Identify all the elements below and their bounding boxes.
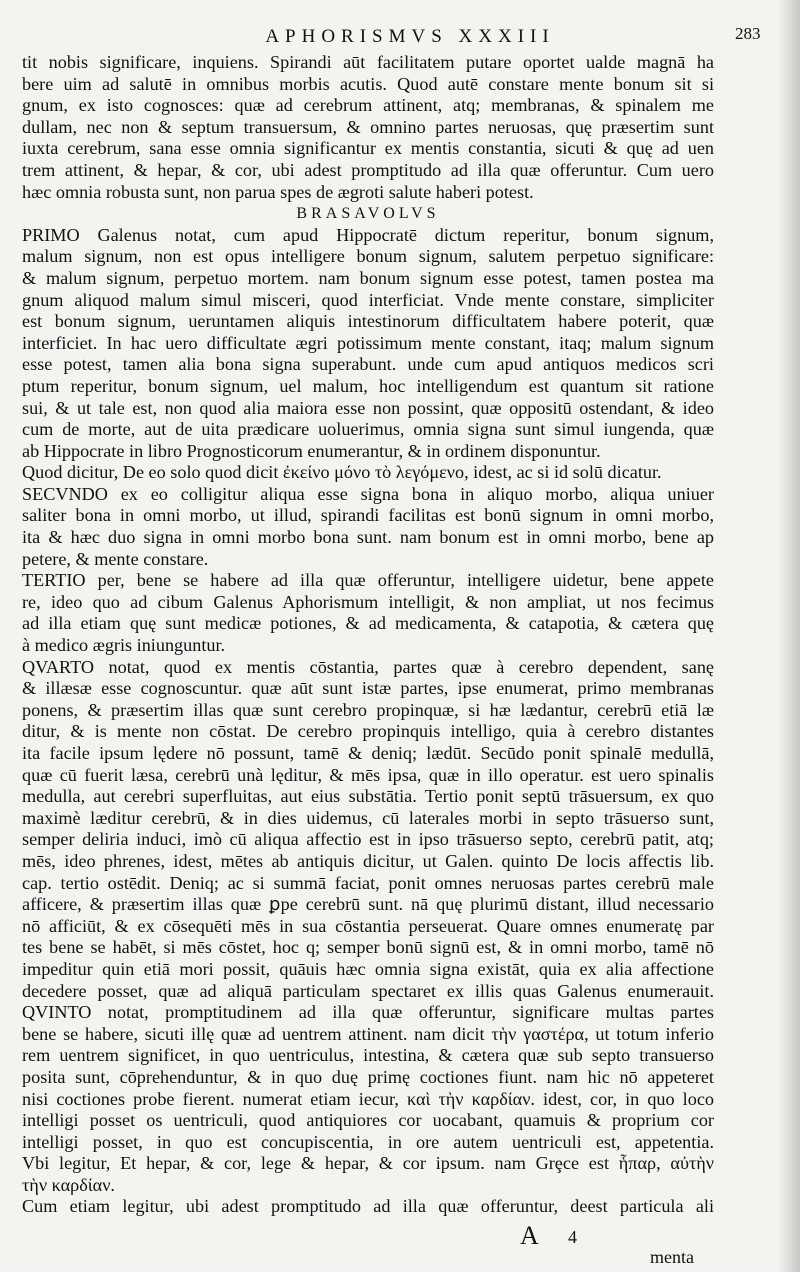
catchword: menta xyxy=(650,1247,694,1267)
text-line: QVARTO notat, quod ex mentis cōstantia, partes quæ à cerebro dependent, sanę xyxy=(22,656,714,677)
section-heading-brasavolus: BRASAVOLVS xyxy=(296,205,440,223)
text-line: malum signum, non est opus intelligere bonum signum, salutem perpetuo significare: xyxy=(22,246,714,267)
text-line: afficere, & præsertim illas quæ ꝑpe cerebrū sunt. nā quę plurimū distant, illud necessario xyxy=(22,894,714,915)
text-line: à medico ægris iniunguntur. xyxy=(22,635,226,656)
text-line: est bonum signum, ueruntamen aliquis intestinorum difficultatem habere poterit, quæ xyxy=(22,311,714,332)
text-line: cap. tertio ostēdit. Deniq; ac si summā faciat, ponit omnes neruosas partes cerebrū male xyxy=(22,872,714,893)
text-line: interficiet. In hac uero difficultate ægri potissimum mente constant, itaq; malum signum xyxy=(22,332,714,353)
text-line: petere, & mente constare. xyxy=(22,548,209,569)
text-line: trem attinent, & hepar, & cor, ubi adest promptitudo ad illa quæ offeruntur. Cum uero xyxy=(22,159,714,180)
text-line: intelligi posset os uentriculi, quod antiquiores cor uocabant, quamuis & proprium cor xyxy=(22,1110,714,1131)
text-line: decedere posset, quæ ad aliquā particulam spectaret ex illis quas Galenus enumerauit. xyxy=(22,980,714,1001)
text-line: PRIMO Galenus notat, cum apud Hippocratē dictum reperitur, bonum signum, xyxy=(22,224,714,245)
text-line: bene se habere, sicuti illę quæ ad uentrem attinent. nam dicit τὴν γαστέρα, ut totum inferio xyxy=(22,1023,714,1044)
text-line: tit nobis significare, inquiens. Spirandi aūt facilitatem putare oportet ualde magnā ha xyxy=(22,52,714,72)
text-line: semper deliria induci, imò cū aliqua affectio est in ipso trāsuerso septo, cerebrū patit, atq; xyxy=(22,829,714,850)
text-line: tes bene se habēt, si mēs cōstet, hoc q; semper bonū signū est, & in omni morbo, tamē nō xyxy=(22,937,714,958)
text-line: ponens, & præsertim illas quæ sunt cerebro propinquæ, si hæ lædantur, cerebrū etiā læ xyxy=(22,699,714,720)
running-head: APHORISMVS XXXIII xyxy=(265,26,555,47)
text-line: ad illa etiam quę sunt medicæ potiones, & ad medicamenta, & catapotia, & cætera quę xyxy=(22,613,714,634)
text-line: τὴν καρδίαν. xyxy=(22,1174,115,1195)
text-line: ditur, & is mente non cōstat. De cerebro propinquis intelligo, quia à cerebro distantes xyxy=(22,721,714,742)
text-line: re, ideo quo ad cibum Galenus Aphorismum intelligit, & non ampliat, ut nos fecimus xyxy=(22,591,714,612)
text-line: posita sunt, cōprehenduntur, & in quo duę primę coctiones fiunt. nam hic nō appeteret xyxy=(22,1066,714,1087)
text-line: Vbi legitur, Et hepar, & cor, lege & hepar, & cor ipsum. nam Grȩce est ἧπαρ, αὐτὴν xyxy=(22,1153,714,1174)
text-line: Quod dicitur, De eo solo quod dicit ἐκείνο μόνο τὸ λεγόμενο, idest, ac si id solū dicatur. xyxy=(22,462,662,483)
folio-number: 283 xyxy=(735,24,761,43)
text-line: dullam, nec non & septum transuersum, & omnino partes neruosas, quę præsertim sunt xyxy=(22,116,714,137)
text-line: impeditur quin etiā mori possit, quāuis hæc omnia signa existāt, quia ex alia affectione xyxy=(22,958,714,979)
text-line: Cum etiam legitur, ubi adest promptitudo ad illa quæ offeruntur, deest particula ali xyxy=(22,1196,714,1217)
text-line: ita facile ipsum lędere nō possunt, tamē & deniq; lædūt. Secūdo ponit spinalē medullā, xyxy=(22,743,714,763)
text-line: nisi coctiones probe fierent. numerat etiam iecur, καὶ τὴν καρδίαν. idest, cor, in quo loco xyxy=(22,1088,714,1109)
text-line: mēs, ideo phrenes, idest, mētes ab antiquis dicitur, ut Galen. quinto De locis affectis lib. xyxy=(22,850,714,871)
text-line: quæ cū fuerit læsa, cerebrū unà lęditur, & mēs ipsa, quæ in illo operatur. est uero spinalis xyxy=(22,764,714,785)
page-edge-shadow xyxy=(778,0,800,1272)
text-line: SECVNDO ex eo colligitur aliqua esse signa bona in aliquo morbo, aliqua uniuer xyxy=(22,483,714,504)
text-line: ab Hippocrate in libro Prognosticorum enumerantur, & in ordinem disponuntur. xyxy=(22,440,601,461)
text-line: & malum signum, perpetuo mortem. nam bonum signum esse potest, tamen postea ma xyxy=(22,267,714,288)
text-line: medulla, aut cerebri superfluitas, aut eius substātia. Tertio ponit septū trāsuersum, ex quo xyxy=(22,786,714,807)
text-line: rem uentrem significet, in quo uentriculus, intestina, & cætera quæ sub septo transuerso xyxy=(22,1045,714,1066)
text-line: iuxta cerebrum, sana esse omnia significantur ex mentis constantia, sicuti & quę ad uen xyxy=(22,138,714,159)
text-line: cum de morte, aut de uita prædicare uoluerimus, omnia signa sunt simul iungenda, quæ xyxy=(22,419,714,440)
text-line: ita & hæc duo signa in omni morbo bona sunt. nam bonum est in omni morbo, bene ap xyxy=(22,527,714,548)
text-line: TERTIO per, bene se habere ad illa quæ offeruntur, intelligere uidetur, bene appete xyxy=(22,570,714,591)
text-line: maximè læditur cerebrū, & in dies uidemus, cū laterales morbi in septo trāsuerso sunt, xyxy=(22,807,714,828)
text-line: esse potest, tamen alia bona signa superabunt. unde cum apud antiquos medicos scri xyxy=(22,354,714,375)
text-line: ptum reperitur, bonum signum, uel malum, hoc intelligendum est quantum sit ratione xyxy=(22,375,714,396)
text-line: bere uim ad salutē in omnibus morbis acutis. Quod autē constare mente bonum sit si xyxy=(22,73,714,94)
signature-number: 4 xyxy=(568,1227,577,1247)
signature-mark: A xyxy=(520,1221,539,1250)
text-line: hæc omnia robusta sunt, non parua spes de ægroti salute haberi potest. xyxy=(22,181,534,202)
text-line: nō afficiūt, & ex cōsequēti mēs in sua cōstantia perseuerat. Quare omnes enumeratę par xyxy=(22,915,714,936)
text-line: sui, & ut tale est, non quod alia maiora esse non possint, quæ oppositū ostendant, & ideo xyxy=(22,397,714,418)
main-text-block xyxy=(22,52,714,1218)
text-line: saliter bona in omni morbo, ut illud, spirandi facilitas est bonū signum in omni morbo, xyxy=(22,505,714,526)
text-line: QVINTO notat, promptitudinem ad illa quæ offeruntur, significare multas partes xyxy=(22,1002,714,1023)
text-line: intelligi posset, in quo est concupiscentia, in ore autem uentriculi est, appetentia. xyxy=(22,1131,714,1152)
text-line: gnum, ex isto cognosces: quæ ad cerebrum attinent, atq; membranas, & spinalem me xyxy=(22,95,714,116)
text-line: & illæsæ esse cognoscuntur. quæ aūt sunt istæ partes, ipse enumerat, primo membranas xyxy=(22,678,714,699)
text-line: gnum aliquod malum simul misceri, quod interficiat. Vnde mente constare, simpliciter xyxy=(22,289,714,310)
